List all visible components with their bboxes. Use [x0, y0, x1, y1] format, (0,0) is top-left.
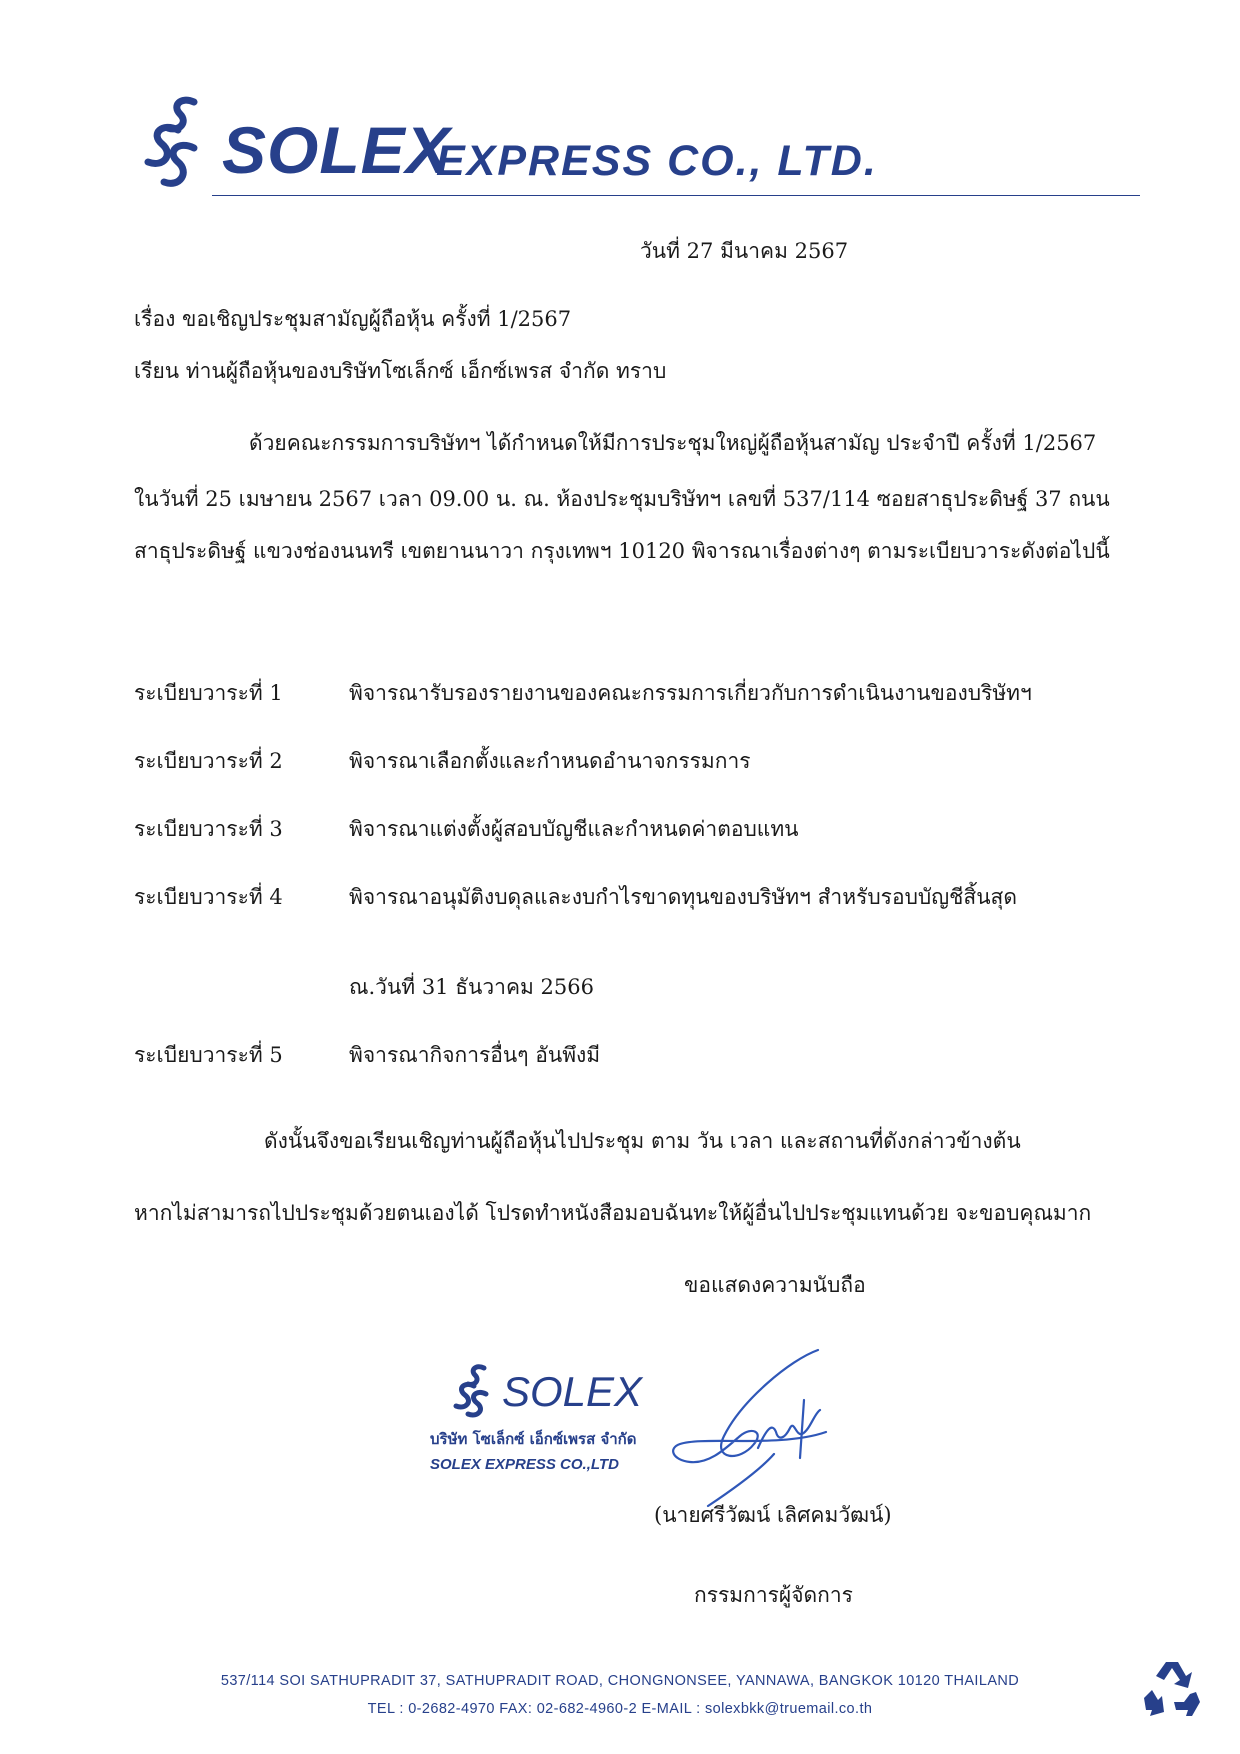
logo-name: SOLEX	[222, 113, 451, 187]
stamp-english-name: SOLEX EXPRESS CO.,LTD	[430, 1456, 619, 1473]
agenda-text-5: พิจารณากิจการอื่นๆ อันพึงมี	[349, 1043, 601, 1067]
closing-regards: ขอแสดงความนับถือ	[684, 1273, 866, 1297]
closing-line-2: หากไม่สามารถไปประชุมด้วยตนเองได้ โปรดทำหนังสือมอบฉันทะให้ผู้อื่นไปประชุมแทนด้วย จะขอบคุณมาก	[134, 1201, 1092, 1225]
closing-line-1: ดังนั้นจึงขอเรียนเชิญท่านผู้ถือหุ้นไปประชุม ตาม วัน เวลา และสถานที่ดังกล่าวข้างต้น	[264, 1129, 1021, 1153]
agenda-text-1: พิจารณารับรองรายงานของคณะกรรมการเกี่ยวกับการดำเนินงานของบริษัทฯ	[349, 681, 1032, 705]
footer-contact: TEL : 0-2682-4970 FAX: 02-682-4960-2 E-MAIL : solexbkk@truemail.co.th	[367, 1701, 873, 1717]
agenda-text-2: พิจารณาเลือกตั้งและกำหนดอำนาจกรรมการ	[349, 749, 751, 773]
intro-line-1: ด้วยคณะกรรมการบริษัทฯ ได้กำหนดให้มีการประชุมใหญ่ผู้ถือหุ้นสามัญ ประจำปี ครั้งที่ 1/2567	[249, 431, 1097, 455]
agenda-text-3: พิจารณาแต่งตั้งผู้สอบบัญชีและกำหนดค่าตอบแทน	[349, 817, 799, 841]
solex-s-logo-icon	[128, 92, 228, 202]
header-divider	[212, 195, 1140, 196]
footer-address: 537/114 SOI SATHUPRADIT 37, SATHUPRADIT ROAD, CHONGNONSEE, YANNAWA, BANGKOK 10120 THAILAND	[220, 1673, 1020, 1689]
stamp-logo-name: SOLEX	[502, 1368, 643, 1415]
stamp-thai-name: บริษัท โซเล็กซ์ เอ็กซ์เพรส จำกัด	[430, 1430, 637, 1448]
agenda-text-4: พิจารณาอนุมัติงบดุลและงบกำไรขาดทุนของบริษัทฯ สำหรับรอบบัญชีสิ้นสุด	[349, 885, 1018, 909]
agenda-text-4-continuation: ณ.วันที่ 31 ธันวาคม 2566	[349, 975, 594, 999]
letter-subject: เรื่อง ขอเชิญประชุมสามัญผู้ถือหุ้น ครั้งที่ 1/2567	[134, 307, 572, 331]
stamp-s-logo-icon	[444, 1362, 506, 1424]
agenda-label-5: ระเบียบวาระที่ 5	[134, 1043, 283, 1067]
signatory-name: (นายศรีวัฒน์ เลิศคมวัฒน์)	[654, 1503, 892, 1527]
recycle-icon	[1140, 1658, 1202, 1720]
intro-line-3: สาธุประดิษฐ์ แขวงช่องนนทรี เขตยานนาวา กรุงเทพฯ 10120 พิจารณาเรื่องต่างๆ ตามระเบียบวาระดังต่อไปนี้	[134, 539, 1110, 563]
agenda-label-3: ระเบียบวาระที่ 3	[134, 817, 283, 841]
agenda-label-2: ระเบียบวาระที่ 2	[134, 749, 283, 773]
signature	[650, 1340, 870, 1510]
intro-line-2: ในวันที่ 25 เมษายน 2567 เวลา 09.00 น. ณ. ห้องประชุมบริษัทฯ เลขที่ 537/114 ซอยสาธุประดิษฐ์ 37 ถนน	[134, 487, 1110, 511]
logo-suffix: EXPRESS CO., LTD.	[436, 137, 878, 185]
agenda-label-4: ระเบียบวาระที่ 4	[134, 885, 283, 909]
letter-recipient: เรียน ท่านผู้ถือหุ้นของบริษัทโซเล็กซ์ เอ็กซ์เพรส จำกัด ทราบ	[134, 359, 667, 383]
letter-date: วันที่ 27 มีนาคม 2567	[640, 239, 849, 263]
agenda-label-1: ระเบียบวาระที่ 1	[134, 681, 283, 705]
signatory-title: กรรมการผู้จัดการ	[694, 1583, 853, 1607]
